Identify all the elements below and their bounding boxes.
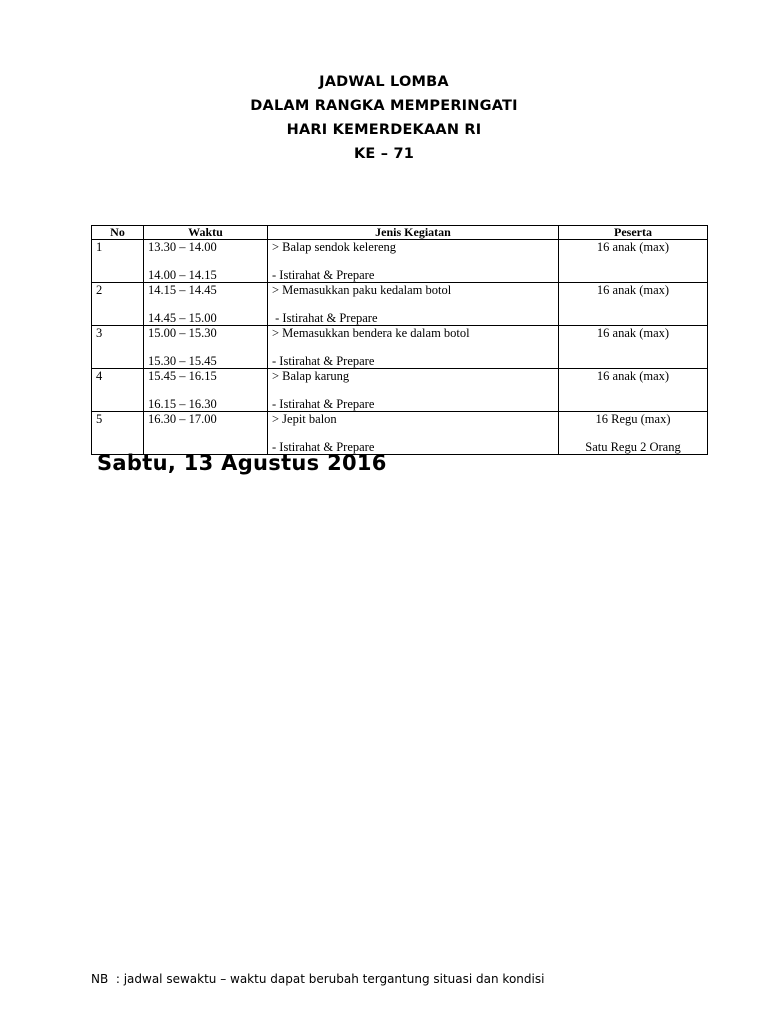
table-row <box>92 326 708 369</box>
cell-waktu <box>144 326 268 369</box>
waktu-start: 14.15 – 14.45 <box>148 283 217 297</box>
cell-peserta <box>559 240 708 283</box>
waktu-start: 13.30 – 14.00 <box>148 240 217 254</box>
cell-no: 4 <box>92 369 144 412</box>
title-line-2: DALAM RANGKA MEMPERINGATI <box>250 98 518 114</box>
kegiatan-break: - Istirahat & Prepare <box>272 397 375 411</box>
title-line-3: HARI KEMERDEKAAN RI <box>286 122 482 138</box>
waktu-break: 16.15 – 16.30 <box>148 397 217 411</box>
cell-kegiatan <box>268 326 559 369</box>
kegiatan-break: - Istirahat & Prepare <box>272 354 375 368</box>
cell-waktu <box>144 412 268 455</box>
peserta-main: 16 anak (max) <box>596 240 670 254</box>
kegiatan-break: - Istirahat & Prepare <box>272 440 375 454</box>
document-title <box>0 72 768 168</box>
waktu-break: 14.45 – 15.00 <box>148 311 217 325</box>
header-waktu: Waktu <box>144 226 268 240</box>
kegiatan-break: - Istirahat & Prepare <box>272 311 378 325</box>
cell-kegiatan <box>268 412 559 455</box>
header-kegiatan: Jenis Kegiatan <box>268 226 559 240</box>
cell-waktu <box>144 240 268 283</box>
table-row <box>92 369 708 412</box>
cell-no: 5 <box>92 412 144 455</box>
peserta-main: 16 anak (max) <box>596 326 670 340</box>
waktu-start: 15.45 – 16.15 <box>148 369 217 383</box>
cell-peserta <box>559 326 708 369</box>
cell-kegiatan <box>268 283 559 326</box>
cell-peserta <box>559 369 708 412</box>
footnote: NB : jadwal sewaktu – waktu dapat berubah tergantung situasi dan kondisi <box>91 972 545 986</box>
cell-kegiatan <box>268 240 559 283</box>
waktu-start: 16.30 – 17.00 <box>148 412 217 426</box>
peserta-note: Satu Regu 2 Orang <box>585 440 681 454</box>
table-header-row <box>92 226 708 240</box>
kegiatan-main: > Balap karung <box>272 369 350 383</box>
kegiatan-main: > Jepit balon <box>272 412 337 426</box>
header-peserta: Peserta <box>559 226 708 240</box>
peserta-main: 16 anak (max) <box>596 283 670 297</box>
cell-no: 2 <box>92 283 144 326</box>
kegiatan-main: > Balap sendok kelereng <box>272 240 397 254</box>
table-row <box>92 283 708 326</box>
table-row <box>92 412 708 455</box>
cell-no: 3 <box>92 326 144 369</box>
table-row <box>92 240 708 283</box>
peserta-main: 16 Regu (max) <box>595 412 671 426</box>
event-date: Sabtu, 13 Agustus 2016 <box>97 451 387 475</box>
header-no: No <box>92 226 144 240</box>
waktu-break: 15.30 – 15.45 <box>148 354 217 368</box>
waktu-start: 15.00 – 15.30 <box>148 326 217 340</box>
cell-peserta <box>559 283 708 326</box>
kegiatan-break: - Istirahat & Prepare <box>272 268 375 282</box>
peserta-main: 16 anak (max) <box>596 369 670 383</box>
cell-waktu <box>144 283 268 326</box>
title-line-4: KE – 71 <box>353 146 415 162</box>
waktu-break: 14.00 – 14.15 <box>148 268 217 282</box>
kegiatan-main: > Memasukkan paku kedalam botol <box>272 283 452 297</box>
cell-peserta <box>559 412 708 455</box>
cell-kegiatan <box>268 369 559 412</box>
kegiatan-main: > Memasukkan bendera ke dalam botol <box>272 326 470 340</box>
cell-waktu <box>144 369 268 412</box>
cell-no: 1 <box>92 240 144 283</box>
schedule-table <box>91 225 708 455</box>
title-line-1: JADWAL LOMBA <box>319 74 449 90</box>
